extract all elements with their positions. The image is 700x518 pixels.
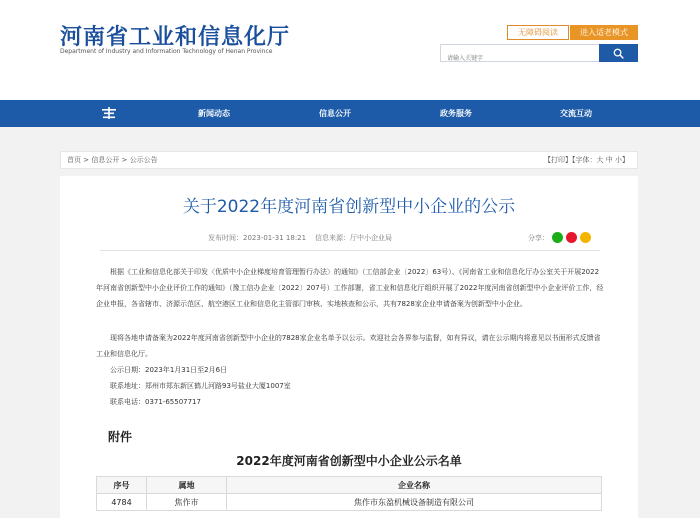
article-meta (208, 233, 392, 243)
table-row (97, 494, 602, 511)
search-input[interactable] (441, 51, 599, 67)
divider (100, 250, 600, 251)
elder-mode-button[interactable]: 进入适老模式 (570, 25, 638, 40)
column-header-company: 企业名称 (227, 477, 602, 494)
cell-index: 4784 (97, 494, 147, 511)
nav-item-news[interactable]: 新闻动态 (198, 109, 230, 118)
enterprise-table (96, 476, 602, 511)
contact-address: 联系地址：郑州市郑东新区鹤儿河路93号盐业大厦1007室 (110, 382, 291, 390)
column-header-index: 序号 (97, 477, 147, 494)
accessibility-button[interactable]: 无障碍阅读 (507, 25, 569, 40)
main-nav (0, 100, 700, 127)
weibo-icon[interactable] (566, 232, 577, 243)
cell-region: 焦作市 (147, 494, 227, 511)
wechat-icon[interactable] (552, 232, 563, 243)
search-icon (613, 48, 624, 59)
home-icon[interactable] (100, 106, 118, 120)
nav-item-gov-services[interactable]: 政务服务 (440, 109, 472, 118)
breadcrumb[interactable]: 首页 > 信息公开 > 公示公告 (67, 156, 158, 164)
search-box (440, 44, 600, 62)
article-title: 关于2022年度河南省创新型中小企业的公示 (182, 197, 516, 217)
nav-item-info-disclosure[interactable]: 信息公开 (319, 109, 351, 118)
breadcrumb-bar (60, 151, 638, 169)
paragraph-2: 现将各地申请备案为2022年度河南省创新型中小企业的7828家企业名单予以公示。欢迎社会各界参与监督，如有异议，请在公示期内将意见以书面形式反馈省工业和信息化厅。 (96, 334, 601, 358)
info-source: 信息来源：厅中小企业局 (315, 234, 392, 242)
qzone-icon[interactable] (580, 232, 591, 243)
table-header-row (97, 477, 602, 494)
share-label: 分享： (528, 233, 549, 242)
cell-company: 焦作市东盈机械设备制造有限公司 (227, 494, 602, 511)
column-header-region: 属地 (147, 477, 227, 494)
site-subtitle: Department of Industry and Information Technology of Henan Province (60, 48, 273, 55)
nav-item-interaction[interactable]: 交流互动 (560, 109, 592, 118)
contact-phone: 联系电话：0371-65507717 (110, 398, 201, 406)
list-title: 2022年度河南省创新型中小企业公示名单 (236, 454, 462, 468)
publish-time: 发布时间：2023-01-31 18:21 (208, 234, 307, 242)
print-font-tools[interactable]: 【打印】【字体：大 中 小】 (544, 156, 629, 164)
notice-date: 公示日期：2023年1月31日至2月6日 (110, 366, 228, 374)
search-button[interactable] (599, 44, 638, 62)
share-bar (528, 232, 591, 243)
site-title[interactable]: 河南省工业和信息化厅 (60, 25, 291, 50)
article-panel (60, 176, 638, 518)
site-header (0, 0, 700, 100)
attachment-heading: 附件 (108, 430, 133, 444)
paragraph-1: 根据《工业和信息化部关于印发〈优质中小企业梯度培育管理暂行办法〉的通知》（工信部企业〔2022〕63号）、《河南省工业和信息化厅办公室关于开展2022年河南省创新型中小企业评价工作的通知》（豫工信办企业〔2022〕207号）工作部署，省工业和信息化厅组织开展了2022年度河南省创新型中小企业评价工作，经企业申报，各省辖市、济源示范区、航空港区工业和信息化主管部门审核、实地核查和公示，共有7828家企业申请备案为创新型中小企业。 (96, 268, 604, 308)
